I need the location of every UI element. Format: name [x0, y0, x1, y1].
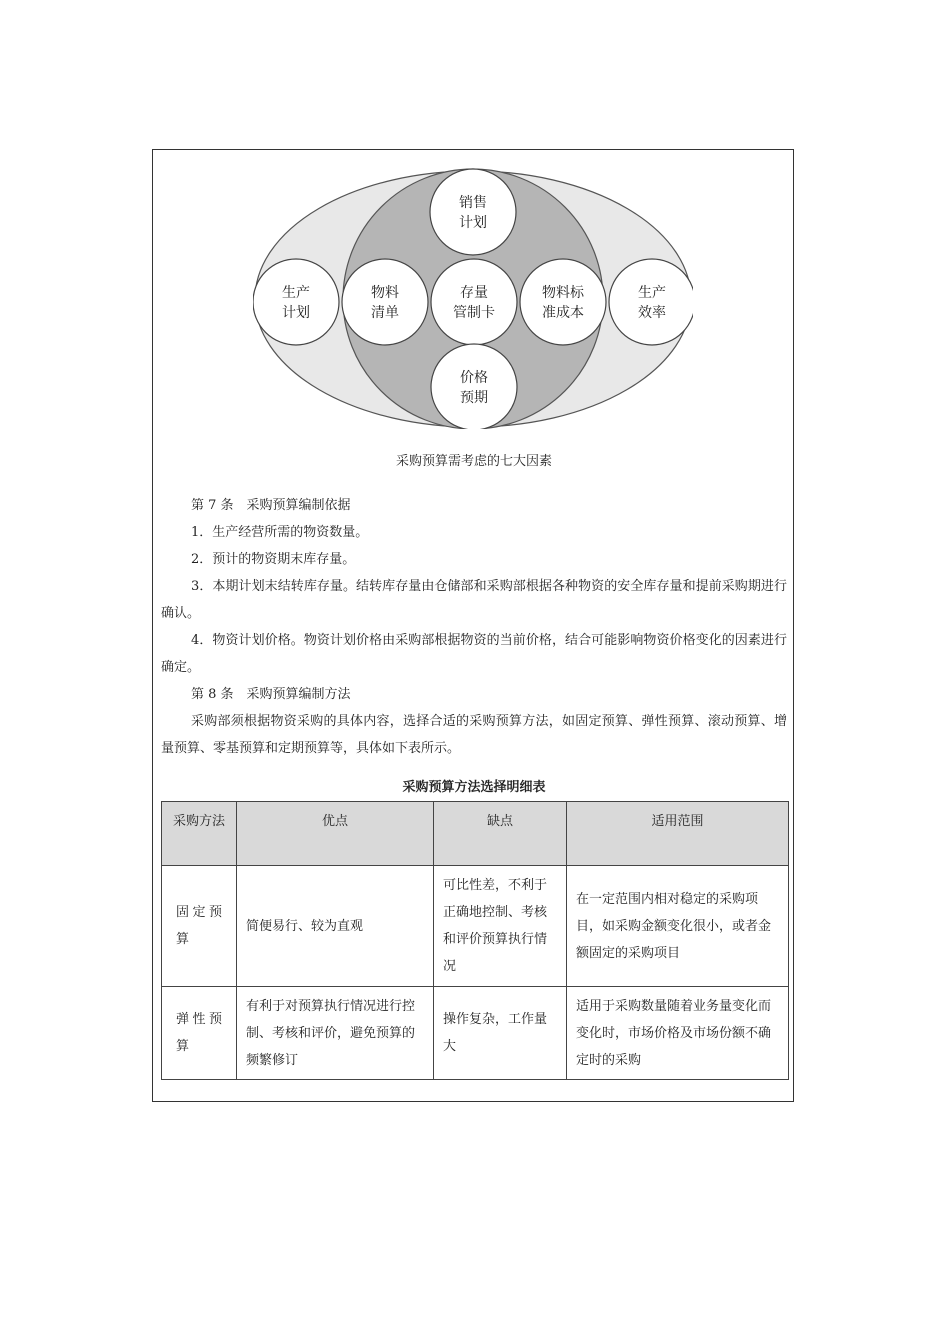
article7-title: 第 7 条 采购预算编制依据 — [191, 498, 351, 513]
circle-production-plan — [253, 259, 339, 345]
price-forecast-line1: 价格 — [460, 370, 488, 386]
circle-production-efficiency — [609, 259, 693, 345]
circle-bom — [342, 259, 428, 345]
circle-sales-plan — [430, 169, 516, 255]
header-scope: 适用范围 — [567, 802, 789, 866]
sales-plan-line2: 计划 — [459, 215, 487, 231]
article8-title: 第 8 条 采购预算编制方法 — [191, 687, 351, 702]
circle-price-forecast — [431, 344, 517, 429]
content-frame — [152, 149, 794, 1102]
production-efficiency-line1: 生产 — [638, 285, 666, 301]
article8-paragraph: 采购部须根据物资采购的具体内容，选择合适的采购预算方法，如固定预算、弹性预算、滚动预算、增量预算、零基预算和定期预算等，具体如下表所示。 — [161, 714, 787, 756]
header-pros: 优点 — [237, 802, 434, 866]
article7-item-1: 1．生产经营所需的物资数量。 — [191, 525, 369, 540]
standard-cost-line1: 物料标 — [542, 285, 584, 301]
seven-factors-diagram — [253, 167, 693, 429]
price-forecast-line2: 预期 — [460, 390, 488, 406]
cell-cons: 操作复杂，工作量大 — [434, 987, 567, 1080]
budget-methods-table — [161, 801, 789, 1080]
standard-cost-line2: 准成本 — [542, 305, 584, 321]
cell-cons: 可比性差，不利于正确地控制、考核和评价预算执行情况 — [434, 866, 567, 987]
cell-pros: 有利于对预算执行情况进行控制、考核和评价，避免预算的频繁修订 — [237, 987, 434, 1080]
bom-line1: 物料 — [371, 285, 399, 301]
cell-method: 弹性预算 — [162, 987, 237, 1080]
cell-method: 固定预算 — [162, 866, 237, 987]
production-plan-line2: 计划 — [282, 305, 310, 321]
article7-item-3: 3．本期计划末结转库存量。结转库存量由仓储部和采购部根据各种物资的安全库存量和提前采购期进行确认。 — [161, 579, 787, 621]
table-header-row — [162, 802, 789, 866]
cell-pros: 简便易行、较为直观 — [237, 866, 434, 987]
table-row — [162, 866, 789, 987]
sales-plan-line1: 销售 — [459, 195, 487, 211]
production-plan-line1: 生产 — [282, 285, 310, 301]
header-cons: 缺点 — [434, 802, 567, 866]
table-title: 采购预算方法选择明细表 — [402, 780, 546, 795]
table-row — [162, 987, 789, 1080]
cell-scope: 在一定范围内相对稳定的采购项目，如采购金额变化很小，或者金额固定的采购项目 — [567, 866, 789, 987]
production-efficiency-line2: 效率 — [638, 305, 666, 321]
cell-scope: 适用于采购数量随着业务量变化而变化时，市场价格及市场份额不确定时的采购 — [567, 987, 789, 1080]
article7-item-4: 4．物资计划价格。物资计划价格由采购部根据物资的当前价格，结合可能影响物资价格变化的因素进行确定。 — [161, 633, 787, 675]
diagram-caption: 采购预算需考虑的七大因素 — [395, 454, 552, 469]
article-body — [161, 492, 787, 762]
bom-line2: 清单 — [371, 305, 399, 321]
circle-inventory-card — [431, 259, 517, 345]
inventory-card-line1: 存量 — [460, 285, 488, 301]
article7-item-2: 2．预计的物资期末库存量。 — [191, 552, 356, 567]
circle-standard-cost — [520, 259, 606, 345]
header-method: 采购方法 — [162, 802, 237, 866]
inventory-card-line2: 管制卡 — [453, 305, 495, 321]
